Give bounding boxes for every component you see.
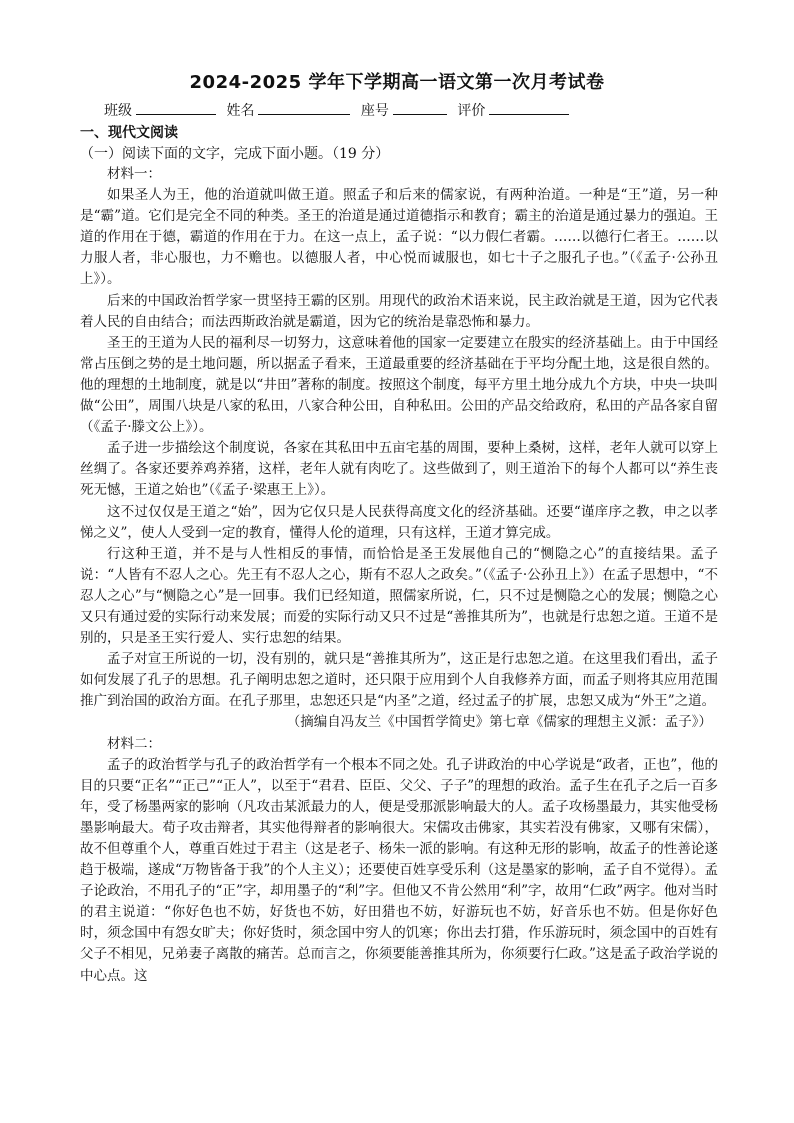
section-heading: 一、现代文阅读 (80, 125, 178, 141)
section-instruction: （一）阅读下面的文字，完成下面小题。（19 分） (80, 146, 390, 162)
exam-title: 2024-2025 学年下学期高一语文第一次月考试卷 (189, 72, 605, 93)
material-one-paragraph: 行这种王道，并不是与人性相反的事情，而恰恰是圣王发展他自己的“恻隐之心”的直接结果。孟子说：“人皆有不忍人之心。先王有不忍人之心，斯有不忍人之政矣。”（《孟子·公孙丑上》）在孟子思想中，“不忍人之心”与“恻隐之心”是一回事。我们已经知道，照儒家所说，仁，只不过是恻隐之心的发展；恻隐之心又只有通过爱的实际行动来发展；而爱的实际行动又只不过是“善推其所为”，也就是行忠恕之道。王道不是别的，只是圣王实行爱人、实行忠恕的结果。 (80, 545, 718, 647)
name-blank[interactable] (258, 100, 350, 115)
material-two-paragraph: 孟子的政治哲学与孔子的政治哲学有一个根本不同之处。孔子讲政治的中心学说是“政者，正也”，他的目的只要“正名”“正己”“正人”，以至于“君君、臣臣、父父、子子”的理想的政治。孟子生在孔子之后一百多年，受了杨墨两家的影响（凡攻击某派最力的人，便是受那派影响最大的人。孟子攻杨墨最力，其实他受杨墨影响最大。荀子攻击辩者，其实他得辩者的影响很大。宋儒攻击佛家，其实若没有佛家，又哪有宋儒），故不但尊重个人，尊重百姓过于君主（这是老子、杨朱一派的影响。有这种无形的影响，故孟子的性善论遂趋于极端，遂成“万物皆备于我”的个人主义）；还要使百姓享受乐利（这是墨家的影响，孟子自不觉得）。孟子论政治，不用孔子的“正”字，却用墨子的“利”字。但他又不肯公然用“利”字，故用“仁政”两字。他对当时的君主说道：“你好色也不妨，好货也不妨，好田猎也不妨，好游玩也不妨，好音乐也不妨。但是你好色时，须念国中有怨女旷夫；你好货时，须念国中穷人的饥寒；你出去打猎，作乐游玩时，须念国中的百姓有父子不相见，兄弟妻子离散的痛苦。总而言之，你须要能善推其所为，你须要行仁政。”这是孟子政治学说的中心点。这 (80, 756, 718, 984)
evaluation-blank[interactable] (489, 100, 569, 115)
material-two-label: 材料二： (107, 735, 161, 752)
seat-label: 座号 (360, 103, 389, 119)
class-label: 班级 (104, 103, 132, 119)
reading-passage (80, 164, 718, 987)
material-one-paragraph: 这不过仅仅是王道之“始”，因为它仅只是人民获得高度文化的经济基础。还要“谨庠序之教，申之以孝悌之义”，使人人受到一定的教育，懂得人伦的道理，只有这样，王道才算完成。 (80, 503, 718, 541)
evaluation-label: 评价 (457, 103, 486, 119)
material-one-source: （摘编自冯友兰《中国哲学简史》第七章《儒家的理想主义派：孟子》） (286, 714, 712, 731)
material-one-paragraph: 孟子进一步描绘这个制度说，各家在其私田中五亩宅基的周围，要种上桑树，这样，老年人就可以穿上丝绸了。各家还要养鸡养猪，这样，老年人就有肉吃了。这些做到了，则王道治下的每个人都可以“养生丧死无憾，王道之始也”（《孟子·梁惠王上》）。 (80, 440, 718, 499)
material-one-paragraph: 孟子对宣王所说的一切，没有别的，就只是“善推其所为”，这正是行忠恕之道。在这里我们看出，孟子如何发展了孔子的思想。孔子阐明忠恕之道时，还只限于应用到个人自我修养方面，而孟子则将其应用范围推广到治国的政治方面。在孔子那里，忠恕还只是“内圣”之道，经过孟子的扩展，忠恕又成为“外王”之道。 (80, 651, 718, 710)
student-info-line (104, 100, 575, 120)
class-blank[interactable] (136, 100, 216, 115)
name-label: 姓名 (226, 103, 255, 119)
seat-blank[interactable] (393, 100, 447, 115)
material-one-paragraph: 圣王的王道为人民的福利尽一切努力，这意味着他的国家一定要建立在殷实的经济基础上。由于中国经常占压倒之势的是土地问题，所以据孟子看来，王道最重要的经济基础在于平均分配土地，这是很自然的。他的理想的土地制度，就是以“井田”著称的制度。按照这个制度，每平方里土地分成九个方块，中央一块叫做“公田”，周围八块是八家的私田，八家合种公田，自种私田。公田的产品交给政府，私田的产品各家自留（《孟子·滕文公上》）。 (80, 334, 718, 436)
material-one-label: 材料一： (107, 166, 161, 182)
material-one-paragraph: 如果圣人为王，他的治道就叫做王道。照孟子和后来的儒家说，有两种治道。一种是“王”道，另一种是“霸”道。它们是完全不同的种类。圣王的治道是通过道德指示和教育；霸主的治道是通过暴力的强迫。王道的作用在于德，霸道的作用在于力。在这一点上，孟子说：“以力假仁者霸。……以德行仁者王。……以力服人者，非心服也，力不赡也。以德服人者，中心悦而诚服也，如七十子之服孔子也。”（《孟子·公孙丑上》）。 (80, 187, 718, 288)
material-one-paragraph: 后来的中国政治哲学家一贯坚持王霸的区别。用现代的政治术语来说，民主政治就是王道，因为它代表着人民的自由结合；而法西斯政治就是霸道，因为它的统治是靠恐怖和暴力。 (80, 292, 718, 330)
